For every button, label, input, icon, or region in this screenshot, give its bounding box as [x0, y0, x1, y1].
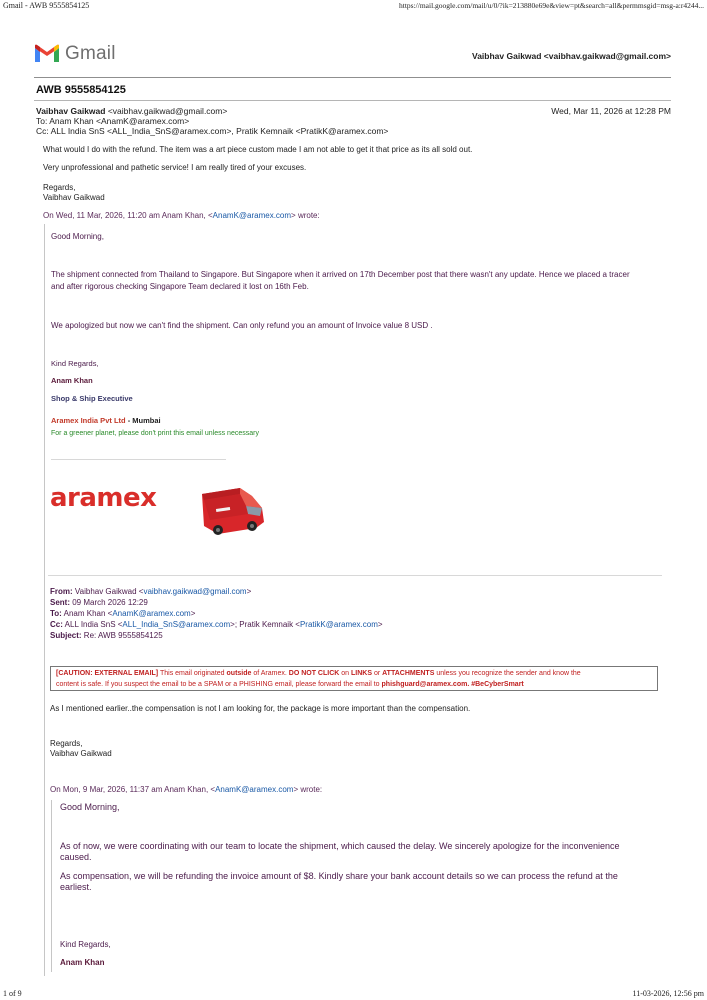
forward-to-label: To: [50, 609, 62, 618]
message-regards: Regards, [43, 183, 76, 192]
caution-hashtag: #BeCyberSmart [469, 681, 524, 688]
forward-separator [48, 575, 662, 576]
subject-divider [34, 100, 671, 101]
phishguard-email-link[interactable]: phishguard@aramex.com. [381, 681, 470, 688]
signature-name: Anam Khan [60, 958, 105, 967]
message-cc: Cc: ALL India SnS <ALL_India_SnS@aramex.com>, Pratik Kemnaik <PratikK@aramex.com> [36, 126, 389, 136]
quote-attribution-end: > wrote: [291, 211, 320, 220]
quote-attribution-email-link[interactable]: AnamK@aramex.com [215, 785, 294, 794]
print-header-url: https://mail.google.com/mail/u/0/?ik=213880e69e&view=pt&search=all&permmsgid=msg-a:r4244... [399, 1, 704, 10]
forward-sent [50, 598, 148, 609]
quote-paragraph: earliest. [60, 882, 92, 892]
signature-role: Shop & Ship Executive [51, 394, 133, 403]
caution-text: This email originated [158, 670, 227, 677]
forward-from-end: > [246, 587, 252, 596]
header-divider [34, 77, 671, 78]
forward-cc-end: > [377, 620, 383, 629]
caution-text: or [372, 670, 383, 677]
quote-greeting: Good Morning, [60, 802, 120, 812]
thread-subject: AWB 9555854125 [36, 84, 126, 96]
quote-greeting: Good Morning, [51, 232, 104, 241]
forward-to-value: Anam Khan < [61, 609, 113, 618]
quote-attribution [50, 785, 322, 794]
forward-to-end: > [190, 609, 196, 618]
forward-to [50, 609, 195, 620]
caution-text: of Aramex. [251, 670, 289, 677]
caution-text: content is safe. If you suspect the email to be a SPAM or a PHISHING email, please forward the email to [56, 681, 382, 688]
forward-sent-value: 09 March 2026 12:29 [70, 598, 148, 607]
forward-cc-label: Cc: [50, 620, 63, 629]
quote-paragraph: caused. [60, 852, 92, 862]
print-footer-page: 1 of 9 [3, 989, 22, 998]
delivery-van-icon [196, 486, 268, 538]
reply-regards: Regards, [50, 739, 83, 748]
quote-paragraph: We apologized but now we can't find the shipment. Can only refund you an amount of Invoice value 8 USD . [51, 321, 433, 330]
signature-company: Aramex India Pvt Ltd [51, 416, 126, 425]
quote-kind-regards: Kind Regards, [51, 359, 99, 368]
message-from [36, 106, 227, 116]
caution-attachments: ATTACHMENTS [382, 670, 435, 677]
gmail-logo-icon [34, 44, 60, 64]
signature-company-line [51, 410, 161, 428]
reply-signature: Vaibhav Gaikwad [50, 749, 112, 758]
green-note: For a greener planet, please don't print this email unless necessary [51, 430, 259, 437]
quote-kind-regards: Kind Regards, [60, 940, 111, 949]
quote-bar [51, 800, 52, 972]
forward-cc [50, 620, 383, 631]
forward-from-email-link[interactable]: vaibhav.gaikwad@gmail.com [143, 587, 247, 596]
account-email: Vaibhav Gaikwad <vaibhav.gaikwad@gmail.com> [472, 51, 671, 61]
reply-body: As I mentioned earlier..the compensation is not I am looking for, the package is more important than the compensation. [50, 704, 471, 713]
quote-paragraph: and after rigorous checking Singapore Team declared it lost on 16th Feb. [51, 282, 309, 291]
message-body-line: Very unprofessional and pathetic service! I am really tired of your excuses. [43, 163, 307, 172]
caution-text: unless you recognize the sender and know the [434, 670, 581, 677]
quote-paragraph: As of now, we were coordinating with our team to locate the shipment, which caused the delay. We sincerely apologize for the inconvenience [60, 841, 620, 851]
message-to: To: Anam Khan <AnamK@aramex.com> [36, 116, 190, 126]
quote-bar [44, 224, 45, 976]
external-email-caution-banner [50, 666, 658, 691]
message-signature: Vaibhav Gaikwad [43, 193, 105, 202]
from-email: <vaibhav.gaikwad@gmail.com> [107, 106, 228, 116]
gmail-wordmark: Gmail [65, 43, 116, 64]
quote-attribution-text: On Mon, 9 Mar, 2026, 11:37 am Anam Khan, < [50, 785, 216, 794]
caution-do-not-click: DO NOT CLICK [288, 670, 340, 677]
quote-paragraph: As compensation, we will be refunding the invoice amount of $8. Kindly share your bank account details so we can process the refund at the [60, 871, 618, 881]
quote-attribution-text: On Wed, 11 Mar, 2026, 11:20 am Anam Khan, < [43, 211, 213, 220]
signature-separator [51, 459, 226, 460]
print-header-title: Gmail - AWB 9555854125 [3, 1, 90, 10]
forward-cc-email-link[interactable]: PratikK@aramex.com [299, 620, 378, 629]
from-name: Vaibhav Gaikwad [36, 106, 106, 116]
signature-city: Mumbai [132, 416, 161, 425]
signature-name: Anam Khan [51, 376, 93, 385]
message-date: Wed, Mar 11, 2026 at 12:28 PM [551, 106, 671, 116]
quote-paragraph: The shipment connected from Thailand to Singapore. But Singapore when it arrived on 17th December post that there wasn't any update. Hence we placed a tracer [51, 270, 630, 279]
forward-subject [50, 631, 163, 642]
forward-cc-email-link[interactable]: ALL_India_SnS@aramex.com [122, 620, 231, 629]
forward-cc-mid: >; Pratik Kemnaik < [230, 620, 300, 629]
caution-text: on [339, 670, 352, 677]
quote-attribution-email-link[interactable]: AnamK@aramex.com [212, 211, 292, 220]
forward-subject-label: Subject: [50, 631, 82, 640]
caution-links: LINKS [351, 670, 373, 677]
forward-from-label: From: [50, 587, 73, 596]
signature-sep: - [125, 416, 133, 425]
quote-attribution [43, 211, 320, 220]
aramex-logo: aramex [50, 483, 157, 513]
quote-attribution-end: > wrote: [293, 785, 323, 794]
message-body-line: What would I do with the refund. The item was a art piece custom made I am not able to get it that price as its all sold out. [43, 145, 473, 154]
caution-tag: [CAUTION: EXTERNAL EMAIL] [56, 670, 159, 677]
forward-from [50, 587, 251, 598]
forward-cc-value: ALL India SnS < [62, 620, 123, 629]
caution-outside: outside [226, 670, 252, 677]
forward-from-value: Vaibhav Gaikwad < [72, 587, 144, 596]
forward-to-email-link[interactable]: AnamK@aramex.com [112, 609, 191, 618]
print-footer-datetime: 11-03-2026, 12:56 pm [632, 989, 704, 998]
forward-sent-label: Sent: [50, 598, 70, 607]
forward-subject-value: Re: AWB 9555854125 [81, 631, 163, 640]
